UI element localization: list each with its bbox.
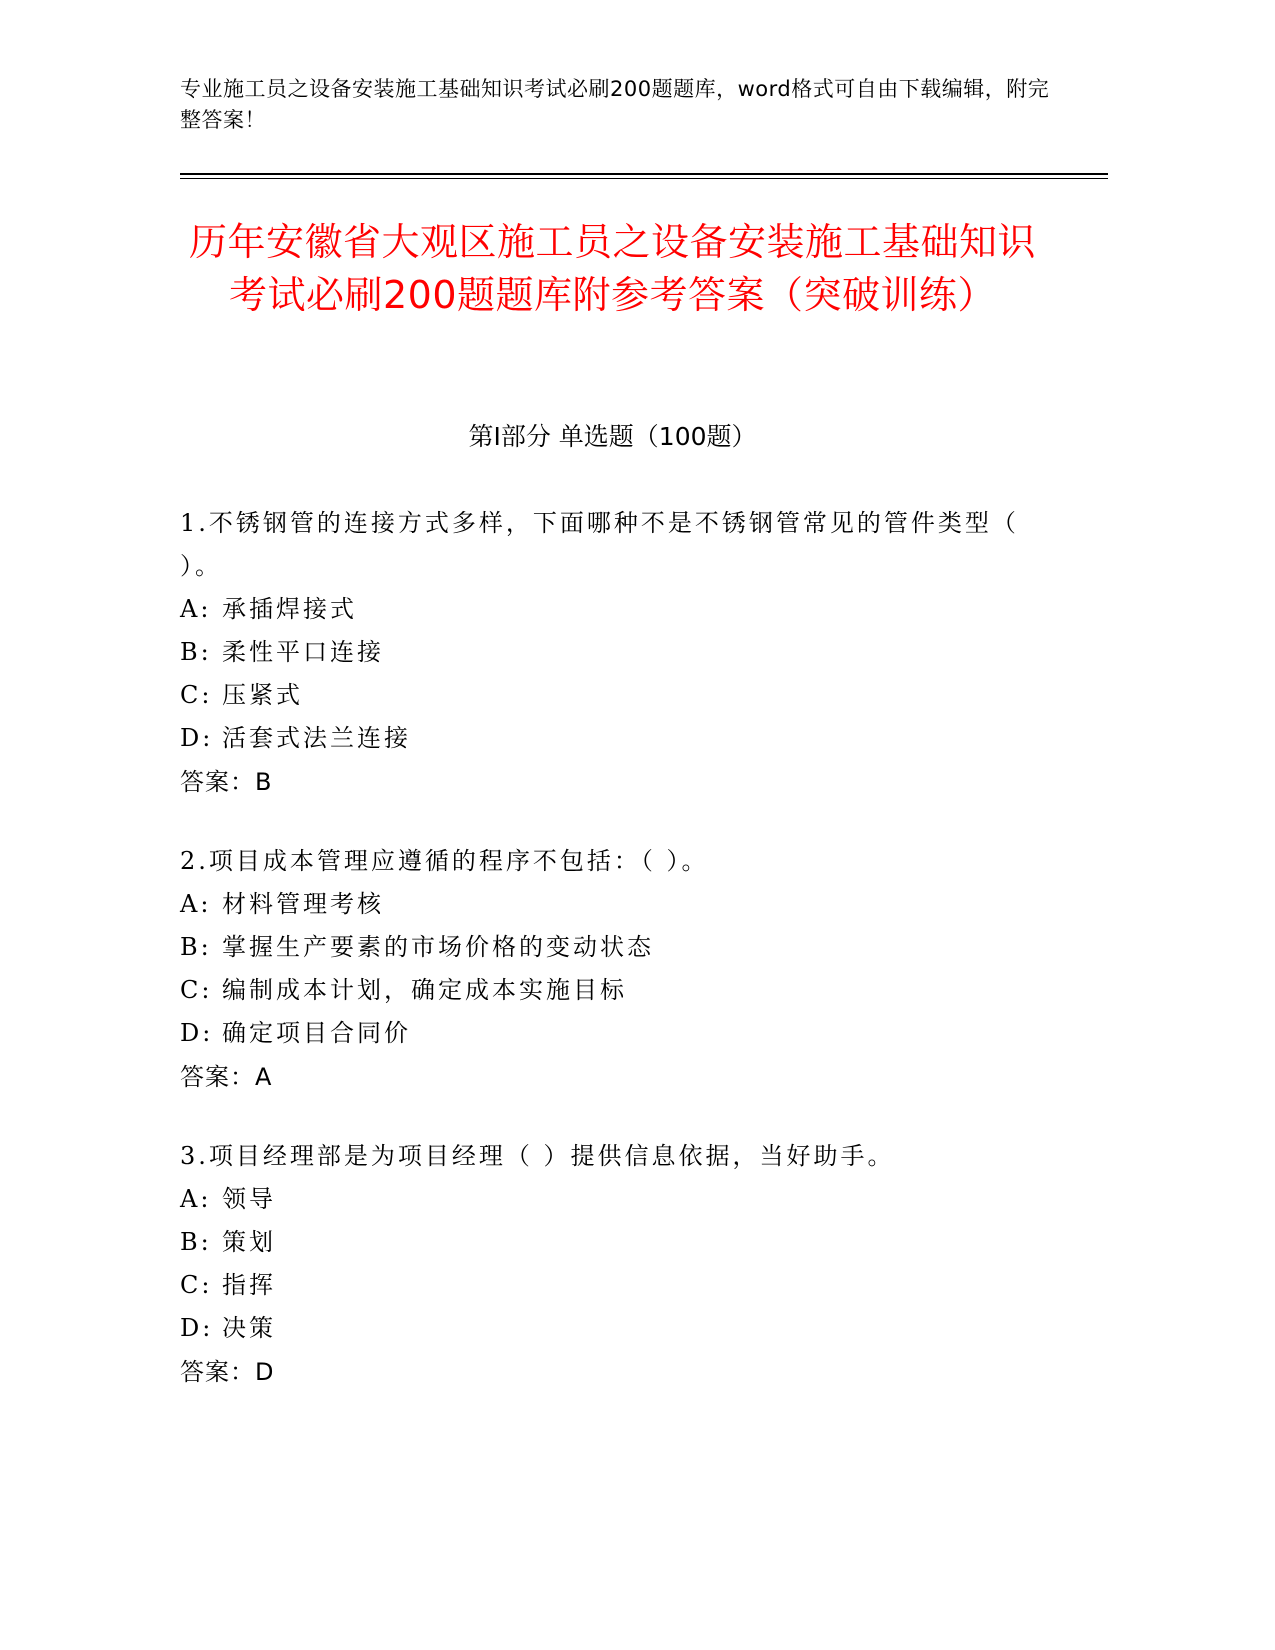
question-1	[180, 502, 1050, 804]
option-key: B:	[180, 933, 212, 961]
option-key: A:	[180, 890, 212, 918]
option-key: A:	[180, 595, 212, 623]
option-b	[180, 1221, 1050, 1264]
header-note: 专业施工员之设备安装施工基础知识考试必刷200题题库，word格式可自由下载编辑，附完整答案！	[180, 77, 1050, 132]
option-text: 掌握生产要素的市场价格的变动状态	[222, 933, 654, 961]
option-key: C:	[180, 681, 213, 709]
option-text: 策划	[222, 1228, 276, 1256]
option-c	[180, 1264, 1050, 1307]
question-2	[180, 840, 1050, 1099]
option-a	[180, 883, 1050, 926]
option-text: 确定项目合同价	[222, 1019, 411, 1047]
option-key: A:	[180, 1185, 212, 1213]
option-c	[180, 969, 1050, 1012]
option-text: 压紧式	[222, 681, 303, 709]
question-stem: 2.项目成本管理应遵循的程序不包括：（ ）。	[180, 847, 709, 875]
option-a	[180, 588, 1050, 631]
option-key: B:	[180, 1228, 212, 1256]
header-divider-thick	[180, 173, 1108, 175]
option-text: 指挥	[222, 1271, 276, 1299]
document-title: 历年安徽省大观区施工员之设备安装施工基础知识考试必刷200题题库附参考答案（突破训练）	[188, 220, 1036, 317]
answer-line: 答案：D	[180, 1358, 275, 1386]
header-divider-thin	[180, 178, 1108, 179]
option-text: 柔性平口连接	[222, 638, 384, 666]
option-text: 承插焊接式	[222, 595, 357, 623]
option-c	[180, 674, 1050, 717]
option-text: 领导	[222, 1185, 276, 1213]
option-key: C:	[180, 1271, 213, 1299]
option-d	[180, 1012, 1050, 1055]
option-b	[180, 926, 1050, 969]
option-text: 决策	[222, 1314, 276, 1342]
option-key: D:	[180, 1314, 214, 1342]
option-key: D:	[180, 724, 214, 752]
option-text: 编制成本计划，确定成本实施目标	[222, 976, 627, 1004]
section-heading: 第Ⅰ部分 单选题（100题）	[468, 422, 757, 451]
answer-line: 答案：A	[180, 1063, 273, 1091]
question-list	[180, 502, 1050, 1430]
answer-line: 答案：B	[180, 768, 273, 796]
option-d	[180, 717, 1050, 760]
option-text: 材料管理考核	[222, 890, 384, 918]
option-d	[180, 1307, 1050, 1350]
option-key: C:	[180, 976, 213, 1004]
option-key: D:	[180, 1019, 214, 1047]
question-stem: 1.不锈钢管的连接方式多样，下面哪种不是不锈钢管常见的管件类型（ ）。	[180, 509, 1019, 580]
option-b	[180, 631, 1050, 674]
question-stem: 3.项目经理部是为项目经理（ ）提供信息依据，当好助手。	[180, 1142, 895, 1170]
option-a	[180, 1178, 1050, 1221]
option-key: B:	[180, 638, 212, 666]
question-3	[180, 1135, 1050, 1394]
option-text: 活套式法兰连接	[222, 724, 411, 752]
